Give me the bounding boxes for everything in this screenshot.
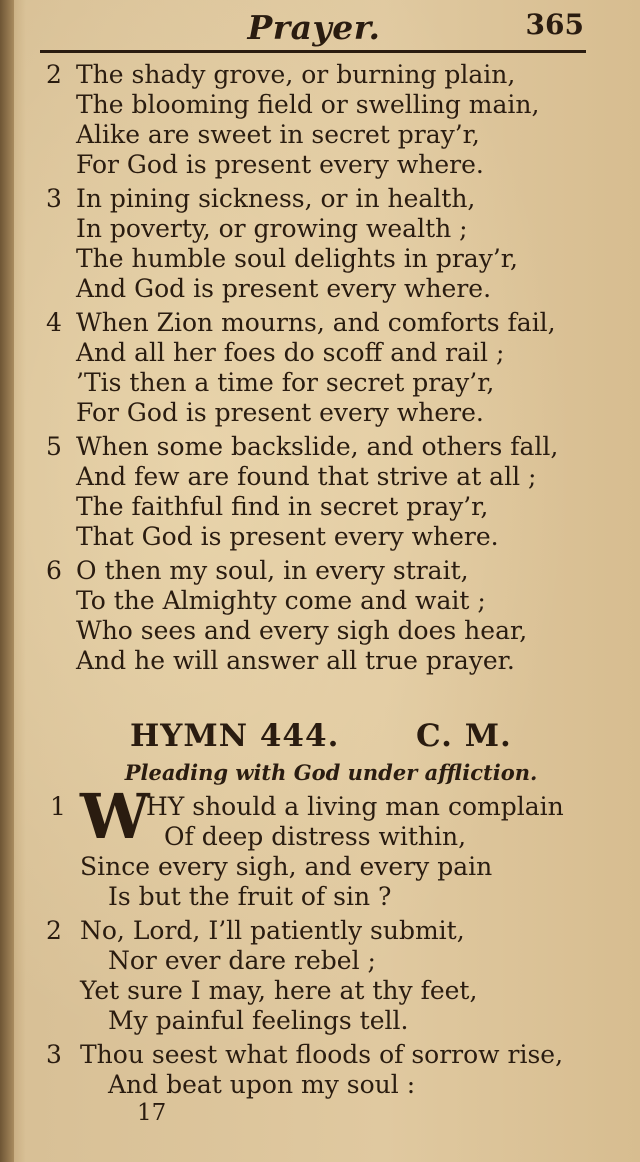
verse-line: In poverty, or growing wealth ; — [76, 214, 468, 243]
verse-line: The blooming field or swelling main, — [76, 90, 540, 119]
stanza-number: 4 — [46, 308, 62, 337]
verse-line: For God is present every where. — [76, 398, 484, 427]
stanza-number: 1 — [50, 792, 66, 821]
page-number: 365 — [525, 8, 584, 41]
running-title: Prayer. — [247, 8, 381, 47]
hymn-subtitle: Pleading with God under affliction. — [124, 760, 538, 785]
hymn-meter: C. M. — [416, 718, 512, 754]
verse-line: No, Lord, I’ll patiently submit, — [80, 916, 465, 945]
hymn-heading — [0, 718, 640, 758]
stanza-number: 6 — [46, 556, 62, 585]
hymn-title: HYMN 444. — [130, 718, 340, 754]
verse-line: The shady grove, or burning plain, — [76, 60, 516, 89]
verse-line: And all her foes do scoff and rail ; — [76, 338, 505, 367]
verse-line: And God is present every where. — [76, 274, 492, 303]
stanza-number: 2 — [46, 916, 62, 945]
stanza-number: 3 — [46, 1040, 62, 1069]
stanza-number: 2 — [46, 60, 62, 89]
verse-line: When Zion mourns, and comforts fail, — [76, 308, 556, 337]
verse-line: Yet sure I may, here at thy feet, — [80, 976, 478, 1005]
stanza-number: 5 — [46, 432, 62, 461]
header-rule — [40, 50, 586, 53]
verse-line: Of deep distress within, — [164, 822, 467, 851]
verse-line: ’Tis then a time for secret pray’r, — [76, 368, 495, 397]
verse-line: That God is present every where. — [76, 522, 499, 551]
verse-line: HY should a living man complain — [146, 792, 564, 821]
verse-line: O then my soul, in every strait, — [76, 556, 469, 585]
drop-cap: W — [80, 780, 150, 853]
verse-line: Since every sigh, and every pain — [80, 852, 493, 881]
verse-line: And beat upon my soul : — [108, 1070, 416, 1099]
verse-line: To the Almighty come and wait ; — [76, 586, 486, 615]
verse-line: The humble soul delights in pray’r, — [76, 244, 518, 273]
verse-line: Nor ever dare rebel ; — [108, 946, 376, 975]
verse-line: Who sees and every sigh does hear, — [76, 616, 528, 645]
page-header — [44, 6, 584, 50]
verse-line: And he will answer all true prayer. — [76, 646, 515, 675]
verse-line: Thou seest what floods of sorrow rise, — [80, 1040, 564, 1069]
verse-line: When some backslide, and others fall, — [76, 432, 559, 461]
signature-mark: 17 — [137, 1100, 167, 1126]
verse-line: Alike are sweet in secret pray’r, — [76, 120, 480, 149]
verse-line: In pining sickness, or in health, — [76, 184, 476, 213]
stanza-number: 3 — [46, 184, 62, 213]
verse-line: Is but the fruit of sin ? — [108, 882, 392, 911]
verse-line: And few are found that strive at all ; — [76, 462, 537, 491]
verse-line: The faithful find in secret pray’r, — [76, 492, 489, 521]
verse-line: My painful feelings tell. — [108, 1006, 409, 1035]
verse-line: For God is present every where. — [76, 150, 484, 179]
page-binding-edge — [0, 0, 14, 1162]
